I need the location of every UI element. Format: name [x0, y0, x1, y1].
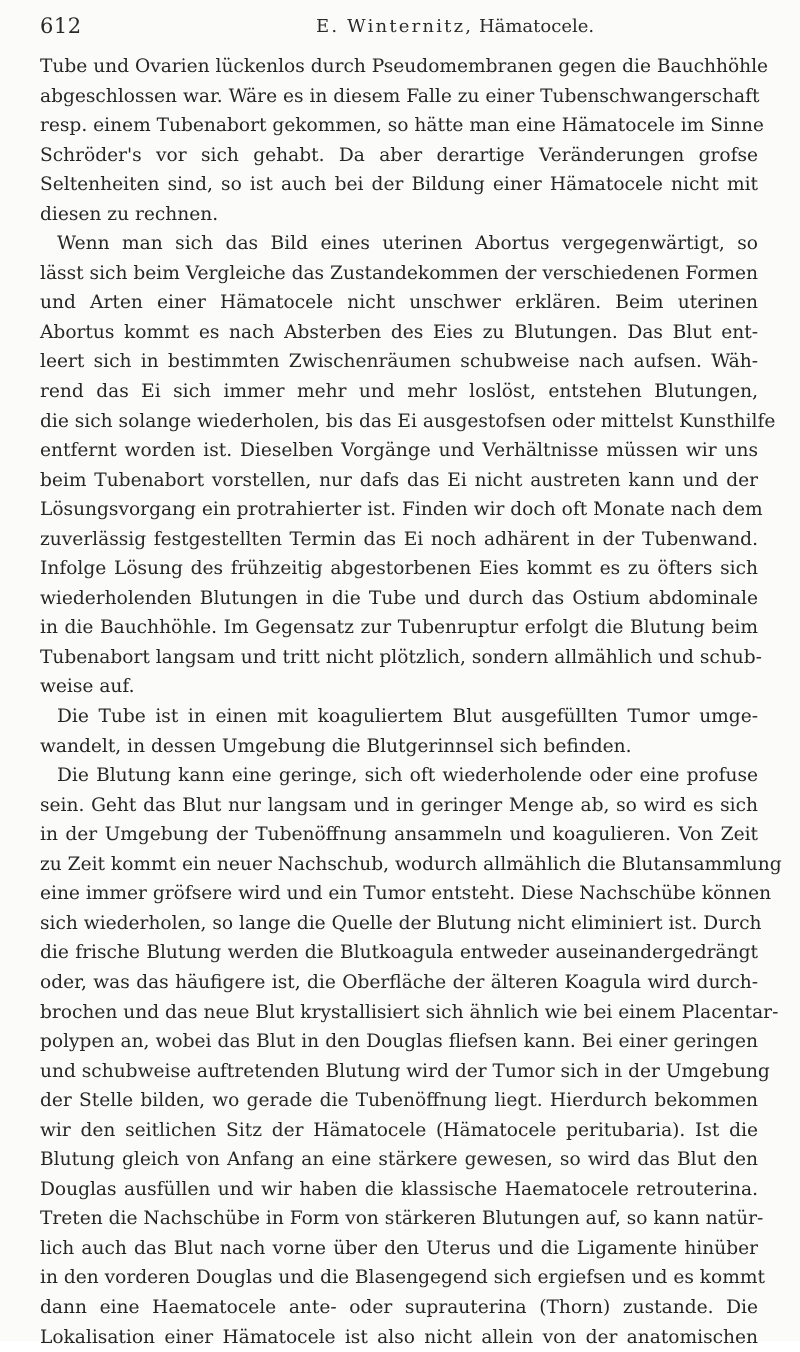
text-line: zu Zeit kommt ein neuer Nachschub, wodurch allmählich die Blutansammlung — [40, 853, 782, 875]
text-line: in die Bauchhöhle. Im Gegensatz zur Tubenruptur erfolgt die Blutung beim — [40, 617, 758, 639]
paragraph-start-line: Die Tube ist in einen mit koaguliertem Blut ausgefüllten Tumor umge- — [57, 706, 758, 728]
text-line: die frische Blutung werden die Blutkoagula entweder auseinandergedrängt — [40, 942, 758, 964]
text-line: eine immer gröfsere wird und ein Tumor entsteht. Diese Nachschübe können — [40, 883, 772, 905]
body-text — [40, 52, 782, 1352]
text-line: Blutung gleich von Anfang an eine stärkere gewesen, so wird das Blut den — [40, 1149, 758, 1171]
text-line: und Arten einer Hämatocele nicht unschwer erklären. Beim uterinen — [40, 292, 758, 314]
text-line: oder, was das häufigere ist, die Oberfläche der älteren Koagula wird durch- — [40, 971, 758, 993]
text-line: leert sich in bestimmten Zwischenräumen schubweise nach aufsen. Wäh- — [40, 351, 758, 373]
text-line: Douglas ausfüllen und wir haben die klassische Haematocele retrouterina. — [40, 1178, 758, 1200]
paragraph-start-line: Die Blutung kann eine geringe, sich oft wiederholende oder eine profuse — [57, 765, 758, 787]
text-line: Lösungsvorgang ein protrahierter ist. Finden wir doch oft Monate nach dem — [40, 499, 763, 521]
text-line: Seltenheiten sind, so ist auch bei der Bildung einer Hämatocele nicht mit — [40, 174, 758, 196]
text-line: sich wiederholen, so lange die Quelle der Blutung nicht eliminiert ist. Durch — [40, 912, 762, 934]
text-line: dann eine Haematocele ante- oder suprauterina (Thorn) zustande. Die — [40, 1296, 758, 1318]
text-line: die sich solange wiederholen, bis das Ei ausgestofsen oder mittelst Kunsthilfe — [40, 410, 776, 432]
text-line: entfernt worden ist. Dieselben Vorgänge und Verhältnisse müssen wir uns — [40, 440, 758, 462]
text-line: zuverlässig festgestellten Termin das Ei noch adhärent in der Tubenwand. — [40, 528, 758, 550]
text-line: wiederholenden Blutungen in die Tube und durch das Ostium abdominale — [40, 587, 758, 609]
text-line: polypen an, wobei das Blut in den Douglas fliefsen kann. Bei einer geringen — [40, 1031, 758, 1053]
text-line: und schubweise auftretenden Blutung wird der Tumor sich in der Umgebung — [40, 1060, 770, 1082]
text-line: beim Tubenabort vorstellen, nur dafs das Ei nicht austreten kann und der — [40, 469, 758, 491]
text-line: weise auf. — [40, 676, 135, 698]
page-number: 612 — [40, 14, 82, 38]
running-head-author: E. Winternitz, — [316, 16, 474, 37]
text-line: Infolge Lösung des frühzeitig abgestorbenen Eies kommt es zu öfters sich — [40, 558, 758, 580]
text-line: Lokalisation einer Hämatocele ist also nicht allein von der anatomischen — [40, 1326, 758, 1348]
running-head-title: Hämatocele. — [478, 16, 595, 37]
text-line: Tubenabort langsam und tritt nicht plötzlich, sondern allmählich und schub- — [40, 646, 762, 668]
text-line: in der Umgebung der Tubenöffnung ansammeln und koagulieren. Von Zeit — [40, 824, 758, 846]
text-line: resp. einem Tubenabort gekommen, so hätte man eine Hämatocele im Sinne — [40, 115, 764, 137]
paragraph-start-line: Wenn man sich das Bild eines uterinen Abortus vergegenwärtigt, so — [57, 233, 758, 255]
text-line: wir den seitlichen Sitz der Hämatocele (Hämatocele peritubaria). Ist die — [40, 1119, 758, 1141]
text-line: in den vorderen Douglas und die Blasengegend sich ergiefsen und es kommt — [40, 1267, 765, 1289]
text-line: abgeschlossen war. Wäre es in diesem Falle zu einer Tubenschwangerschaft — [40, 85, 760, 107]
text-line: Tube und Ovarien lückenlos durch Pseudomembranen gegen die Bauchhöhle — [40, 56, 769, 77]
text-line: Schröder's vor sich gehabt. Da aber derartige Veränderungen grofse — [40, 144, 758, 166]
text-line: der Stelle bilden, wo gerade die Tubenöffnung liegt. Hierdurch bekommen — [40, 1090, 758, 1112]
text-line: sein. Geht das Blut nur langsam und in geringer Menge ab, so wird es sich — [40, 794, 758, 816]
text-line: Treten die Nachschübe in Form von stärkeren Blutungen auf, so kann natür- — [40, 1208, 764, 1230]
text-line: brochen und das neue Blut krystallisiert sich ähnlich wie bei einem Placentar- — [40, 1001, 779, 1023]
page-header — [40, 14, 760, 48]
text-line: lässt sich beim Vergleiche das Zustandekommen der verschiedenen Formen — [40, 262, 758, 284]
text-line: wandelt, in dessen Umgebung die Blutgerinnsel sich befinden. — [40, 735, 632, 757]
text-line: diesen zu rechnen. — [40, 203, 219, 225]
text-line: lich auch das Blut nach vorne über den Uterus und die Ligamente hinüber — [40, 1237, 758, 1259]
text-line: Abortus kommt es nach Absterben des Eies zu Blutungen. Das Blut ent- — [40, 321, 758, 343]
running-head — [316, 16, 594, 37]
text-line: rend das Ei sich immer mehr und mehr loslöst, entstehen Blutungen, — [40, 381, 758, 403]
